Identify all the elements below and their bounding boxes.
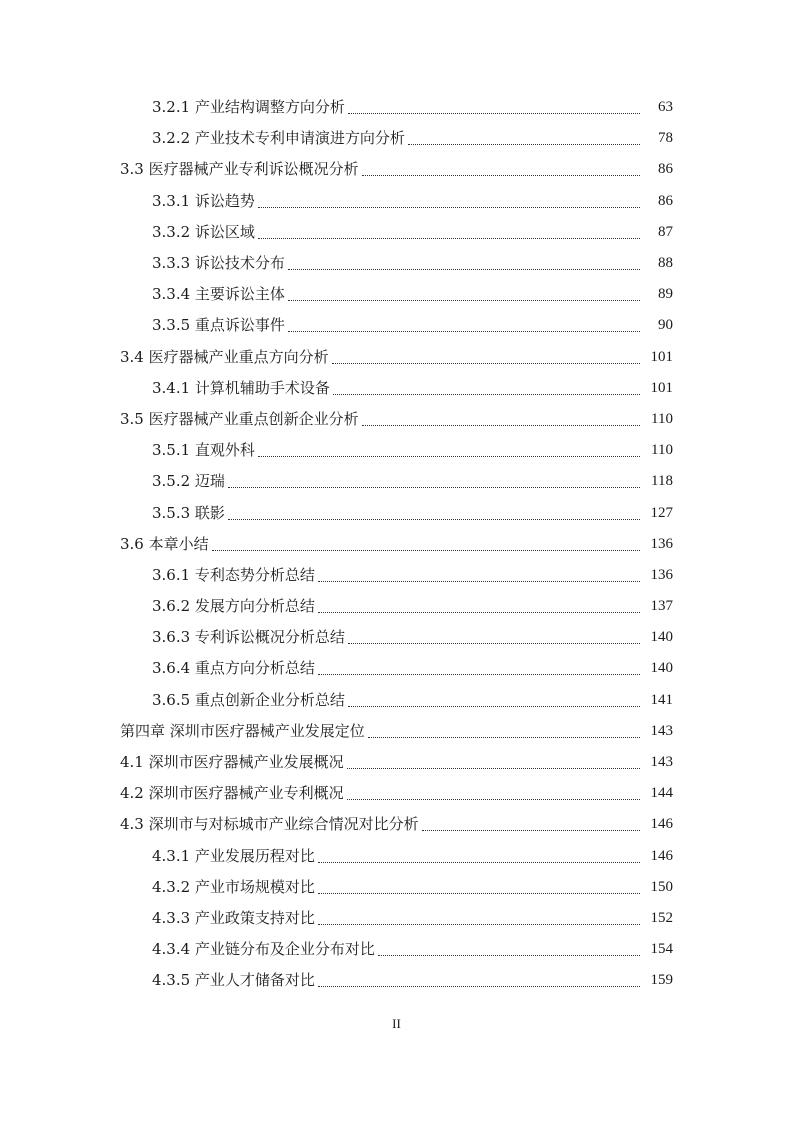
toc-entry-page: 110 xyxy=(651,410,673,427)
toc-entry-page: 154 xyxy=(650,941,673,958)
toc-entry-title: 4.3.5 产业人才储备对比 xyxy=(152,971,315,990)
toc-entry-title: 4.3 深圳市与对标城市产业综合情况对比分析 xyxy=(120,815,419,834)
toc-entry-page: 88 xyxy=(658,255,673,272)
toc-entry[interactable] xyxy=(0,404,793,435)
toc-entry[interactable] xyxy=(0,497,793,528)
toc-entry-page: 110 xyxy=(651,442,673,459)
toc-entry-title: 3.5.2 迈瑞 xyxy=(152,472,225,491)
toc-entry[interactable] xyxy=(0,778,793,809)
toc-entry-title: 第四章 深圳市医疗器械产业发展定位 xyxy=(120,721,365,740)
toc-dot-leader xyxy=(368,737,640,738)
toc-entry[interactable] xyxy=(0,560,793,591)
toc-entry-title: 3.3.5 重点诉讼事件 xyxy=(152,316,285,335)
page-number: II xyxy=(392,1016,401,1031)
toc-entry-page: 143 xyxy=(650,722,673,739)
toc-dot-leader xyxy=(318,612,640,613)
toc-entry-page: 90 xyxy=(658,317,673,334)
toc-entry-page: 137 xyxy=(650,598,673,615)
toc-entry-title: 3.3.1 诉讼趋势 xyxy=(152,191,255,210)
toc-dot-leader xyxy=(348,113,640,114)
toc-dot-leader xyxy=(332,363,640,364)
toc-entry[interactable] xyxy=(0,841,793,872)
toc-dot-leader xyxy=(362,425,640,426)
toc-entry-page: 146 xyxy=(650,847,673,864)
toc-dot-leader xyxy=(228,487,640,488)
toc-entry[interactable] xyxy=(0,248,793,279)
toc-entry[interactable] xyxy=(0,466,793,497)
toc-dot-leader xyxy=(318,862,640,863)
toc-entry-title: 3.3.4 主要诉讼主体 xyxy=(152,285,285,304)
toc-entry[interactable] xyxy=(0,310,793,341)
toc-entry[interactable] xyxy=(0,934,793,965)
toc-entry-page: 159 xyxy=(650,972,673,989)
toc-entry[interactable] xyxy=(0,622,793,653)
toc-entry[interactable] xyxy=(0,809,793,840)
toc-dot-leader xyxy=(288,269,640,270)
toc-entry-title: 3.3 医疗器械产业专利诉讼概况分析 xyxy=(120,160,359,179)
toc-entry-title: 3.3.2 诉讼区域 xyxy=(152,222,255,241)
toc-entry[interactable] xyxy=(0,965,793,996)
toc-entry-title: 4.3.2 产业市场规模对比 xyxy=(152,877,315,896)
toc-dot-leader xyxy=(318,581,640,582)
toc-dot-leader xyxy=(318,674,640,675)
toc-entry-page: 86 xyxy=(658,192,673,209)
toc-entry-page: 87 xyxy=(658,223,673,240)
table-of-contents xyxy=(0,92,793,996)
toc-dot-leader xyxy=(288,300,640,301)
toc-entry[interactable] xyxy=(0,373,793,404)
toc-entry-title: 4.2 深圳市医疗器械产业专利概况 xyxy=(120,784,344,803)
toc-entry-title: 3.6.4 重点方向分析总结 xyxy=(152,659,315,678)
toc-entry[interactable] xyxy=(0,747,793,778)
toc-dot-leader xyxy=(347,768,640,769)
toc-entry-page: 136 xyxy=(650,566,673,583)
toc-entry-title: 3.2.1 产业结构调整方向分析 xyxy=(152,98,345,117)
toc-dot-leader xyxy=(318,893,640,894)
toc-entry-title: 3.2.2 产业技术专利申请演进方向分析 xyxy=(152,129,405,148)
toc-entry-page: 136 xyxy=(650,535,673,552)
toc-dot-leader xyxy=(348,643,640,644)
toc-entry-title: 3.6 本章小结 xyxy=(120,534,209,553)
toc-entry-page: 127 xyxy=(650,504,673,521)
toc-dot-leader xyxy=(318,924,640,925)
toc-dot-leader xyxy=(333,394,640,395)
toc-entry-title: 3.4 医疗器械产业重点方向分析 xyxy=(120,347,329,366)
toc-dot-leader xyxy=(348,706,640,707)
toc-dot-leader xyxy=(362,175,640,176)
toc-entry-title: 3.6.2 发展方向分析总结 xyxy=(152,597,315,616)
toc-dot-leader xyxy=(318,986,640,987)
toc-entry-title: 3.6.1 专利态势分析总结 xyxy=(152,565,315,584)
toc-entry[interactable] xyxy=(0,903,793,934)
toc-entry-page: 144 xyxy=(650,785,673,802)
toc-entry-page: 63 xyxy=(658,99,673,116)
toc-dot-leader xyxy=(258,207,640,208)
toc-entry[interactable] xyxy=(0,872,793,903)
toc-entry-title: 3.3.3 诉讼技术分布 xyxy=(152,254,285,273)
toc-entry[interactable] xyxy=(0,186,793,217)
toc-entry-page: 89 xyxy=(658,286,673,303)
toc-dot-leader xyxy=(212,550,640,551)
toc-entry-page: 118 xyxy=(651,473,673,490)
toc-entry-page: 146 xyxy=(650,816,673,833)
toc-entry[interactable] xyxy=(0,653,793,684)
toc-entry-title: 3.5 医疗器械产业重点创新企业分析 xyxy=(120,409,359,428)
toc-dot-leader xyxy=(408,144,640,145)
toc-entry-page: 78 xyxy=(658,130,673,147)
toc-entry-title: 3.6.5 重点创新企业分析总结 xyxy=(152,690,345,709)
toc-entry-page: 143 xyxy=(650,754,673,771)
toc-entry-title: 3.5.3 联影 xyxy=(152,503,225,522)
toc-entry-title: 4.3.4 产业链分布及企业分布对比 xyxy=(152,940,375,959)
toc-entry-page: 101 xyxy=(650,379,673,396)
toc-entry[interactable] xyxy=(0,342,793,373)
toc-entry[interactable] xyxy=(0,529,793,560)
toc-entry-page: 150 xyxy=(650,878,673,895)
toc-entry[interactable] xyxy=(0,716,793,747)
toc-entry-page: 140 xyxy=(650,629,673,646)
toc-entry-page: 86 xyxy=(658,161,673,178)
toc-entry[interactable] xyxy=(0,123,793,154)
toc-dot-leader xyxy=(228,519,640,520)
toc-entry-page: 141 xyxy=(650,691,673,708)
toc-dot-leader xyxy=(422,830,640,831)
toc-entry[interactable] xyxy=(0,154,793,185)
toc-entry-title: 3.6.3 专利诉讼概况分析总结 xyxy=(152,628,345,647)
toc-entry-page: 152 xyxy=(650,909,673,926)
toc-dot-leader xyxy=(258,238,640,239)
toc-dot-leader xyxy=(258,456,640,457)
toc-dot-leader xyxy=(378,955,640,956)
toc-entry[interactable] xyxy=(0,591,793,622)
toc-entry-title: 3.5.1 直观外科 xyxy=(152,441,255,460)
toc-dot-leader xyxy=(347,799,640,800)
toc-entry-title: 3.4.1 计算机辅助手术设备 xyxy=(152,378,330,397)
toc-entry-page: 101 xyxy=(650,348,673,365)
toc-entry-title: 4.3.3 产业政策支持对比 xyxy=(152,908,315,927)
toc-entry-title: 4.1 深圳市医疗器械产业发展概况 xyxy=(120,753,344,772)
toc-dot-leader xyxy=(288,331,640,332)
toc-entry-page: 140 xyxy=(650,660,673,677)
toc-entry[interactable] xyxy=(0,92,793,123)
toc-entry[interactable] xyxy=(0,279,793,310)
toc-entry[interactable] xyxy=(0,685,793,716)
toc-entry-title: 4.3.1 产业发展历程对比 xyxy=(152,846,315,865)
toc-entry[interactable] xyxy=(0,435,793,466)
toc-entry[interactable] xyxy=(0,217,793,248)
